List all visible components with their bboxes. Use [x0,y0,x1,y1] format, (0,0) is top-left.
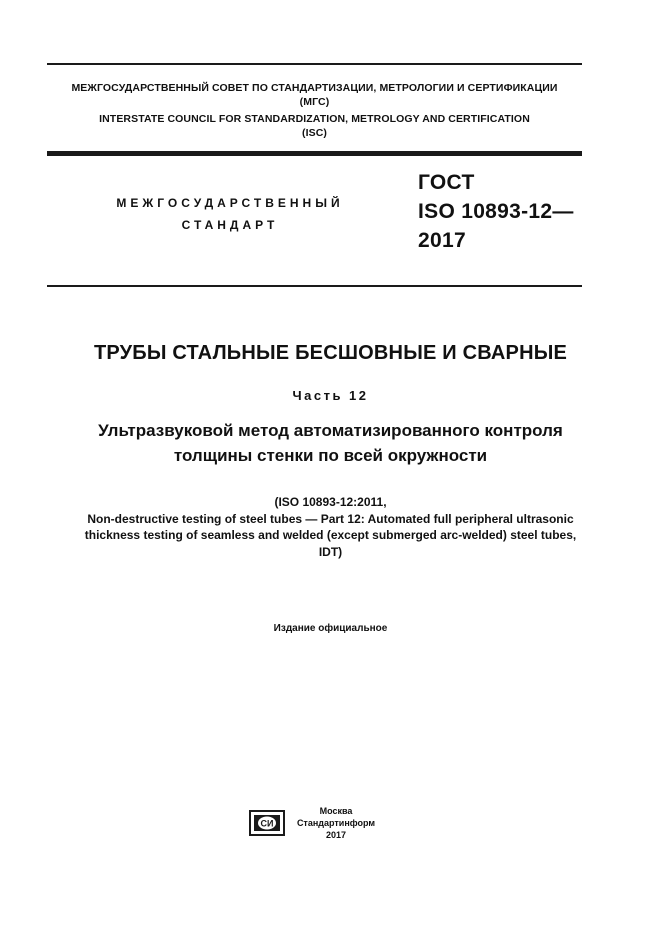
gost-designation [418,168,574,255]
top-rule [47,63,582,65]
iso-line1: (ISO 10893-12:2011, [274,495,387,509]
publisher-block [295,805,377,841]
council-en-line2: (ISC) [302,127,327,139]
header-bottom-rule [47,285,582,287]
part-number: Часть 12 [292,388,369,403]
council-ru-line1: МЕЖГОСУДАРСТВЕННЫЙ СОВЕТ ПО СТАНДАРТИЗАЦИИ, МЕТРОЛОГИИ И СЕРТИФИКАЦИИ [71,82,558,94]
standard-type-line2: СТАНДАРТ [181,218,279,232]
standard-type-line1: МЕЖГОСУДАРСТВЕННЫЙ [116,196,344,210]
council-divider [47,151,582,156]
publisher-name: Стандартинформ [296,818,376,828]
edition-note: Издание официальное [273,623,388,634]
iso-line3: thickness testing of seamless and welded (except submerged arc-welded) steel tubes, [84,528,577,542]
standartinform-logo-icon [249,810,285,836]
iso-line4: IDT) [318,544,343,559]
logo-text: СИ [260,818,274,829]
iso-reference [20,494,641,560]
gost-line2: ISO 10893-12— [418,200,574,223]
gost-line1: ГОСТ [418,171,475,194]
council-ru-line2: (МГС) [299,96,330,108]
standard-type [100,192,360,236]
publisher-year: 2017 [325,830,347,840]
council-block [47,81,582,140]
subtitle-line1: Ультразвуковой метод автоматизированного контроля [98,421,563,440]
gost-line3: 2017 [418,229,466,252]
iso-line2: Non-destructive testing of steel tubes — Part 12: Automated full peripheral ultrasonic [87,511,574,526]
council-en-line1: INTERSTATE COUNCIL FOR STANDARDIZATION, METROLOGY AND CERTIFICATION [99,113,530,125]
page-title: ТРУБЫ СТАЛЬНЫЕ БЕСШОВНЫЕ И СВАРНЫЕ [93,342,568,364]
subtitle-line2: толщины стенки по всей окружности [173,446,488,465]
publisher-city: Москва [319,806,353,816]
subtitle [20,418,641,468]
